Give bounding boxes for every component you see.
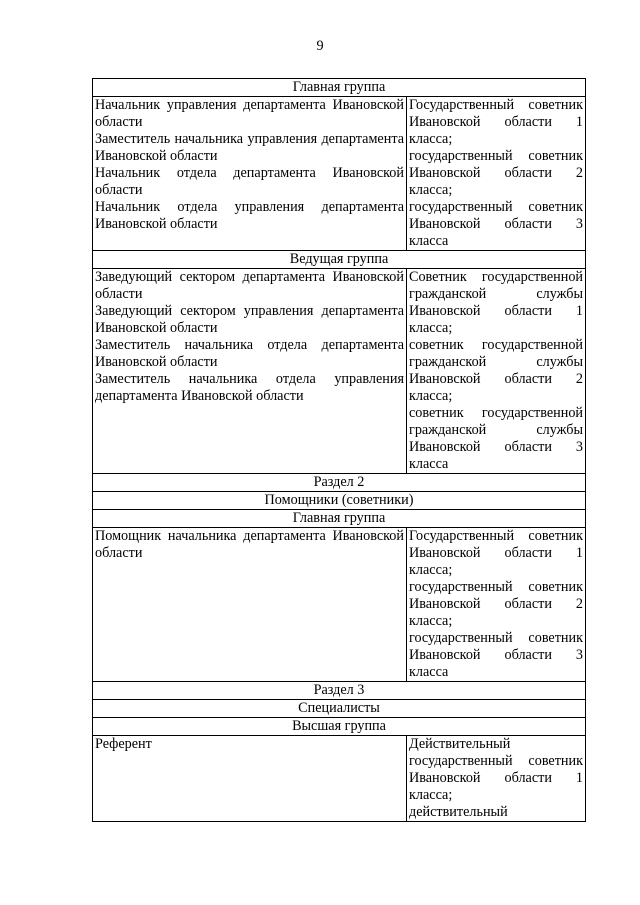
position-title: Заместитель начальника отдела управления департамента Ивановской области	[95, 371, 404, 404]
class-rank: государственный советник Ивановской области 3 класса	[409, 199, 584, 249]
class-rank: Действительный государственный советник Ивановской области 1 класса;	[409, 736, 584, 803]
class-rank-cell	[407, 97, 586, 251]
positions-table	[92, 78, 586, 822]
table-row	[93, 269, 586, 474]
position-title: Заведующий сектором департамента Ивановской области	[95, 269, 404, 302]
section-header-row	[93, 474, 586, 492]
section-header: Раздел 2	[93, 474, 586, 492]
position-title: Заместитель начальника отдела департамента Ивановской области	[95, 337, 404, 370]
position-title: Начальник управления департамента Ивановской области	[95, 97, 404, 130]
position-title: Референт	[95, 736, 152, 752]
section-header: Помощники (советники)	[93, 492, 586, 510]
section-header: Главная группа	[93, 510, 586, 528]
section-header-row	[93, 251, 586, 269]
section-header-row	[93, 682, 586, 700]
position-title: Начальник отдела управления департамента Ивановской области	[95, 199, 404, 232]
positions-cell	[93, 269, 407, 474]
section-header-row	[93, 700, 586, 718]
section-header: Ведущая группа	[93, 251, 586, 269]
table-row	[93, 736, 586, 822]
table-row	[93, 528, 586, 682]
class-rank: государственный советник Ивановской области 2 класса;	[409, 579, 584, 629]
position-title: Заместитель начальника управления департамента Ивановской области	[95, 131, 404, 164]
class-rank: Государственный советник Ивановской области 1 класса;	[409, 97, 584, 147]
page-number: 9	[316, 38, 324, 54]
positions-table-body	[93, 79, 586, 822]
positions-cell	[93, 528, 407, 682]
section-header: Специалисты	[93, 700, 586, 718]
section-header: Раздел 3	[93, 682, 586, 700]
section-header: Высшая группа	[93, 718, 586, 736]
class-rank-cell	[407, 269, 586, 474]
section-header-row	[93, 79, 586, 97]
class-rank-cell	[407, 528, 586, 682]
class-rank: советник государственной гражданской службы Ивановской области 2 класса;	[409, 337, 584, 404]
section-header: Главная группа	[93, 79, 586, 97]
section-header-row	[93, 492, 586, 510]
class-rank: действительный	[409, 804, 508, 820]
class-rank: государственный советник Ивановской области 2 класса;	[409, 148, 584, 198]
section-header-row	[93, 718, 586, 736]
position-title: Начальник отдела департамента Ивановской области	[95, 165, 404, 198]
positions-cell	[93, 736, 407, 822]
class-rank-cell	[407, 736, 586, 822]
class-rank: советник государственной гражданской службы Ивановской области 3 класса	[409, 405, 584, 472]
class-rank: государственный советник Ивановской области 3 класса	[409, 630, 584, 680]
position-title: Заведующий сектором управления департамента Ивановской области	[95, 303, 404, 336]
positions-cell	[93, 97, 407, 251]
section-header-row	[93, 510, 586, 528]
table-row	[93, 97, 586, 251]
position-title: Помощник начальника департамента Ивановской области	[95, 528, 404, 561]
class-rank: Советник государственной гражданской службы Ивановской области 1 класса;	[409, 269, 584, 336]
class-rank: Государственный советник Ивановской области 1 класса;	[409, 528, 584, 578]
